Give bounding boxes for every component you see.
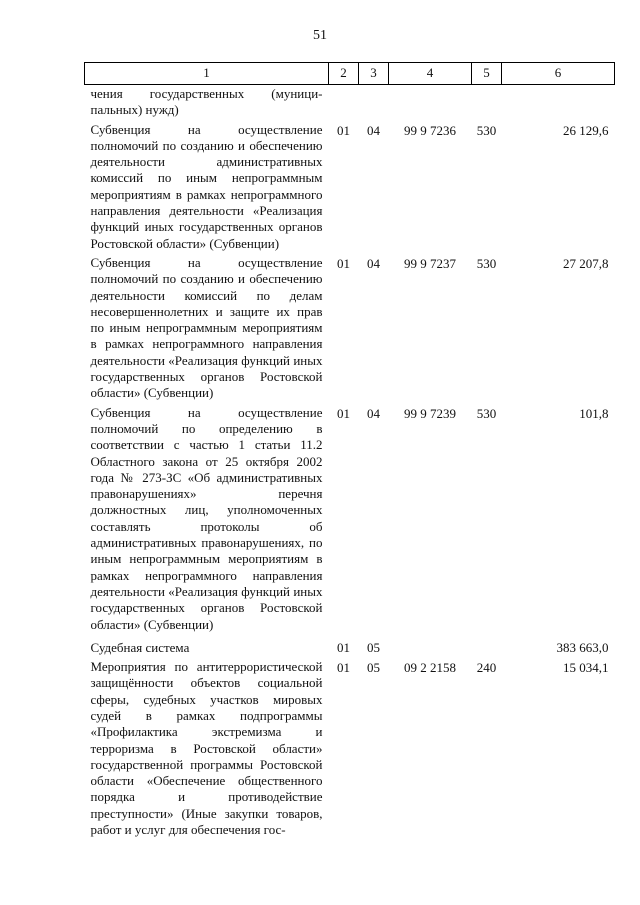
row-target-article: 09 2 2158 xyxy=(404,660,456,676)
column-header-3: 3 xyxy=(359,63,389,85)
row-target-article: 99 9 7236 xyxy=(404,122,456,138)
table-row xyxy=(85,122,615,255)
row-description: Мероприятия по антитеррористической защищённости объектов социальной сферы, судебных участков мировых судей в рамках подпрограммы «Профилактика экстремизма и терроризма в Ростовской области» государственной программы Ростовской области «Обеспечение общественного порядка и противодействие преступности» (Иные закупки товаров, работ и услуг для обеспечения гос- xyxy=(90,659,323,838)
row-subsection: 04 xyxy=(367,255,380,271)
row-subsection: 04 xyxy=(367,405,380,421)
row-section: 01 xyxy=(337,660,350,676)
table-row xyxy=(85,85,615,122)
row-description: Судебная система xyxy=(90,639,190,655)
row-subsection: 04 xyxy=(367,122,380,138)
column-header-5: 5 xyxy=(472,63,502,85)
row-expense-type: 530 xyxy=(476,255,497,271)
row-expense-type: 530 xyxy=(476,405,497,421)
row-description: чения государственных (муници-пальных) нужд) xyxy=(90,86,323,118)
table-row xyxy=(85,636,615,659)
table-row xyxy=(85,255,615,405)
column-header-2: 2 xyxy=(329,63,359,85)
row-amount: 27 207,8 xyxy=(563,255,609,271)
budget-table xyxy=(84,62,615,841)
row-subsection xyxy=(359,85,389,122)
row-amount: 15 034,1 xyxy=(563,660,609,676)
row-description: Субвенция на осуществление полномочий по созданию и обеспечению деятельности административных комиссий по иным непрограммным мероприятиям в рамках непрограммного направления деятельности «Реализация функций иных государственных органов Ростовской области» (Субвенции) xyxy=(90,121,323,251)
row-amount: 26 129,6 xyxy=(563,122,609,138)
row-target-article: 99 9 7237 xyxy=(404,255,456,271)
row-section: 01 xyxy=(337,122,350,138)
table-row xyxy=(85,405,615,636)
row-target-article: 99 9 7239 xyxy=(404,405,456,421)
row-subsection: 05 xyxy=(367,639,380,655)
row-target-article xyxy=(389,85,472,122)
row-expense-type: 240 xyxy=(476,660,497,676)
row-subsection: 05 xyxy=(367,660,380,676)
row-amount xyxy=(502,85,615,122)
row-amount: 383 663,0 xyxy=(556,639,609,655)
row-target-article xyxy=(389,636,472,659)
table-row xyxy=(85,659,615,841)
row-expense-type xyxy=(472,636,502,659)
row-section: 01 xyxy=(337,639,350,655)
header-row xyxy=(85,63,615,85)
column-header-4: 4 xyxy=(389,63,472,85)
row-amount: 101,8 xyxy=(579,405,609,421)
row-section: 01 xyxy=(337,255,350,271)
column-header-1: 1 xyxy=(85,63,329,85)
row-description: Субвенция на осуществление полномочий по определению в соответствии с частью 1 статьи 11.2 Областного закона от 25 октября 2002 года № 273-ЗС «Об административных правонарушениях» перечня должностных лиц, уполномоченных составлять протоколы об административных правонарушениях, по иным непрограммным мероприятиям в рамках непрограммного направления деятельности «Реализация функций иных государственных органов Ростовской области» (Субвенции) xyxy=(90,404,323,632)
row-expense-type xyxy=(472,85,502,122)
row-expense-type: 530 xyxy=(476,122,497,138)
row-section: 01 xyxy=(337,405,350,421)
page-number: 51 xyxy=(313,28,327,43)
row-description: Субвенция на осуществление полномочий по созданию и обеспечению деятельности комиссий по делам несовершеннолетних и защите их прав по иным непрограммным мероприятиям в рамках непрограммного направления деятельности «Реализация функций иных государственных органов Ростовской области» (Субвенции) xyxy=(90,254,323,401)
row-section xyxy=(329,85,359,122)
column-header-6: 6 xyxy=(502,63,615,85)
